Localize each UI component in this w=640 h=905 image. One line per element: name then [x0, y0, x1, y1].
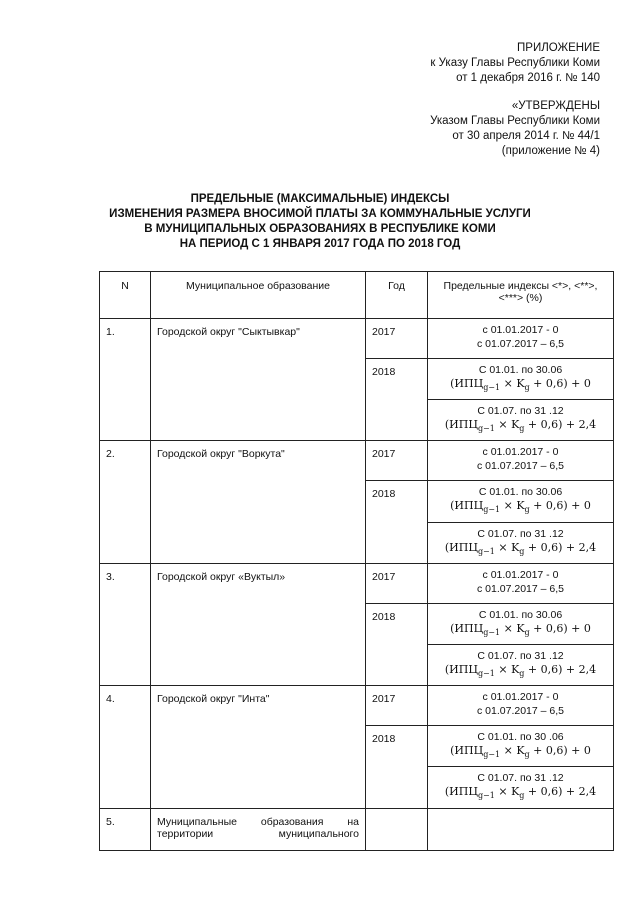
index-cell: С 01.07. по 31 .12 $(ИПЦ_{g-1} \times K_g + 0,6) + 2,4$	[428, 400, 614, 441]
municipality-name: Городской округ "Воркута"	[151, 441, 366, 563]
approval-appendix: (приложение № 4)	[501, 145, 600, 157]
index-cell: с 01.01.2017 - 0 с 01.07.2017 – 6,5	[428, 441, 614, 481]
year-cell: 2018	[366, 726, 428, 808]
index-cell: с 01.01.2017 - 0 с 01.07.2017 – 6,5	[428, 686, 614, 726]
row-number: 4.	[100, 686, 151, 808]
appendix-date: от 1 декабря 2016 г. № 140	[456, 72, 600, 84]
index-cell: С 01.01. по 30.06 $(ИПЦ_{g-1} \times K_g + 0,6) + 0$	[428, 359, 614, 400]
year-cell: 2017	[366, 686, 428, 726]
table-row	[100, 563, 614, 603]
appendix-label: ПРИЛОЖЕНИЕ	[517, 42, 600, 54]
index-cell: с 01.01.2017 - 0 с 01.07.2017 – 6,5	[428, 563, 614, 603]
title-line-2: ИЗМЕНЕНИЯ РАЗМЕРА ВНОСИМОЙ ПЛАТЫ ЗА КОММУНАЛЬНЫЕ УСЛУГИ	[109, 208, 531, 220]
formula: $(ИПЦ_{g-1} \times K_g + 0,6) + 2,4$	[444, 785, 597, 801]
col-header-municipality: Муниципальное образование	[151, 272, 366, 319]
index-cell: с 01.01.2017 - 0 с 01.07.2017 – 6,5	[428, 319, 614, 359]
formula: $(ИПЦ_{g-1} \times K_g + 0,6) + 2,4$	[444, 662, 597, 679]
index-cell: С 01.07. по 31 .12 $(ИПЦ_{g-1} \times K_g + 0,6) + 2,4$	[428, 522, 614, 563]
municipality-name: Муниципальные образования на территории муниципального	[151, 808, 366, 850]
formula: $(ИПЦ_{g-1} \times K_g + 0,6) + 2,4$	[444, 418, 597, 434]
row-number: 1.	[100, 319, 151, 441]
year-cell: 2017	[366, 441, 428, 481]
municipality-name: Городской округ "Сыктывкар"	[151, 319, 366, 441]
municipality-name: Городской округ «Вуктыл»	[151, 563, 366, 685]
year-cell: 2017	[366, 319, 428, 359]
indices-table	[99, 271, 614, 851]
formula: $(ИПЦ_{g-1} \times K_g + 0,6) + 2,4$	[444, 540, 597, 556]
table-row	[100, 808, 614, 850]
col-header-indices: Предельные индексы <*>, <**>, <***> (%)	[428, 272, 614, 319]
table-header-row	[100, 272, 614, 319]
formula: $(ИПЦ_{g-1} \times K_g + 0,6) + 0$	[450, 621, 591, 637]
title-line-3: В МУНИЦИПАЛЬНЫХ ОБРАЗОВАНИЯХ В РЕСПУБЛИКЕ КОМИ	[144, 223, 496, 235]
year-cell: 2018	[366, 359, 428, 441]
col-header-year: Год	[366, 272, 428, 319]
year-cell: 2018	[366, 481, 428, 563]
title-line-1: ПРЕДЕЛЬНЫЕ (МАКСИМАЛЬНЫЕ) ИНДЕКСЫ	[190, 193, 450, 205]
formula: $(ИПЦ_{g-1} \times K_g + 0,6) + 0$	[450, 377, 591, 393]
index-cell: С 01.07. по 31 .12 $(ИПЦ_{g-1} \times K_g + 0,6) + 2,4$	[428, 767, 614, 808]
index-cell: С 01.01. по 30.06 $(ИПЦ_{g-1} \times K_g + 0,6) + 0$	[428, 603, 614, 644]
appendix-header	[430, 41, 600, 86]
approval-ref: Указом Главы Республики Коми	[430, 115, 600, 127]
year-cell: 2017	[366, 563, 428, 603]
formula: $(ИПЦ_{g-1} \times K_g + 0,6) + 0$	[450, 499, 591, 515]
appendix-ref: к Указу Главы Республики Коми	[430, 57, 600, 69]
formula: $(ИПЦ_{g-1} \times K_g + 0,6) + 0$	[450, 744, 591, 760]
title-line-4: НА ПЕРИОД С 1 ЯНВАРЯ 2017 ГОДА ПО 2018 ГОД	[179, 238, 461, 250]
row-number: 5.	[100, 808, 151, 850]
row-number: 2.	[100, 441, 151, 563]
index-cell	[428, 808, 614, 850]
index-cell: С 01.01. по 30.06 $(ИПЦ_{g-1} \times K_g + 0,6) + 0$	[428, 481, 614, 522]
index-cell: С 01.07. по 31 .12 $(ИПЦ_{g-1} \times K_g + 0,6) + 2,4$	[428, 644, 614, 685]
col-header-n: N	[100, 272, 151, 319]
approval-header	[430, 99, 600, 159]
row-number: 3.	[100, 563, 151, 685]
index-cell: С 01.01. по 30 .06 $(ИПЦ_{g-1} \times K_g + 0,6) + 0$	[428, 726, 614, 767]
approval-date: от 30 апреля 2014 г. № 44/1	[452, 130, 600, 142]
table-row	[100, 441, 614, 481]
table-row	[100, 319, 614, 359]
year-cell	[366, 808, 428, 850]
municipality-name: Городской округ "Инта"	[151, 686, 366, 808]
table-row	[100, 686, 614, 726]
approval-label: «УТВЕРЖДЕНЫ	[511, 100, 600, 112]
document-title	[0, 192, 640, 252]
year-cell: 2018	[366, 603, 428, 685]
